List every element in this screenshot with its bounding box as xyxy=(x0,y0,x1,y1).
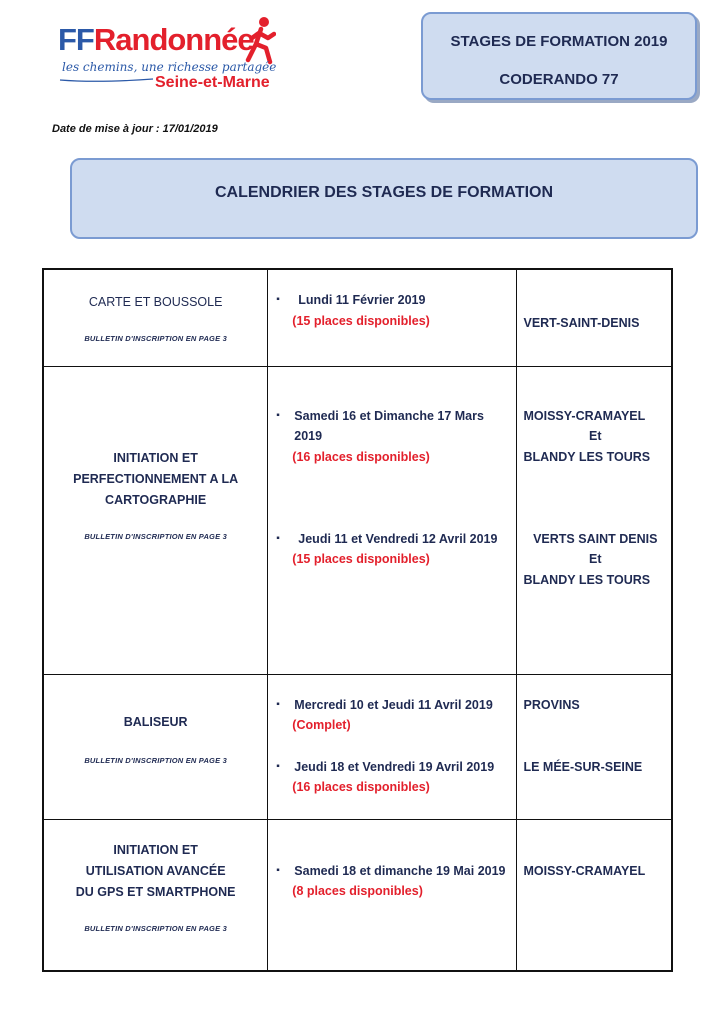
session-date: Jeudi 18 et Vendredi 19 Avril 2019 xyxy=(294,759,495,774)
location-cell xyxy=(517,269,672,366)
stage-name xyxy=(44,840,267,903)
location-line: VERT-SAINT-DENIS xyxy=(523,316,640,330)
location xyxy=(523,529,667,591)
table-row xyxy=(43,819,672,971)
location-line: BLANDY LES TOURS xyxy=(523,449,651,464)
session-places: (15 places disponibles) xyxy=(292,552,430,566)
bullet-icon: ▪ xyxy=(276,294,280,305)
header-title: STAGES DE FORMATION 2019 xyxy=(450,33,668,50)
bulletin-note: BULLETIN D'INSCRIPTION EN PAGE 3 xyxy=(84,755,227,765)
location-line: PROVINS xyxy=(523,697,580,712)
header-subtitle: CODERANDO 77 xyxy=(499,71,619,88)
update-date: Date de mise à jour : 17/01/2019 xyxy=(52,123,218,135)
session xyxy=(276,861,510,902)
session xyxy=(276,529,510,570)
bullet-icon: ▪ xyxy=(276,698,280,710)
location xyxy=(523,406,667,468)
bulletin-note: BULLETIN D'INSCRIPTION EN PAGE 3 xyxy=(84,923,227,933)
session xyxy=(276,757,510,798)
logo-brand-name: Randonnée xyxy=(93,22,254,57)
location xyxy=(523,757,667,778)
bulletin-note: BULLETIN D'INSCRIPTION EN PAGE 3 xyxy=(84,531,227,541)
stage-name-line: PERFECTIONNEMENT A LA xyxy=(73,471,239,486)
logo-tagline: les chemins, une richesse partagée xyxy=(62,60,277,74)
bullet-icon: ▪ xyxy=(276,409,280,421)
session-places: (16 places disponibles) xyxy=(292,449,430,464)
session-date: Samedi 16 et Dimanche 17 Mars xyxy=(294,408,484,423)
table-row xyxy=(43,269,672,366)
dates-cell xyxy=(268,366,517,674)
location xyxy=(523,313,667,334)
stage-name-line: DU GPS ET SMARTPHONE xyxy=(75,884,236,899)
training-calendar-table xyxy=(42,268,673,972)
location xyxy=(523,695,667,716)
page-title: CALENDRIER DES STAGES DE FORMATION xyxy=(214,184,554,201)
location-cell xyxy=(517,366,672,674)
location-line: Et xyxy=(588,552,602,566)
session xyxy=(276,695,510,736)
ffrandonnee-logo xyxy=(58,16,278,96)
stage-name xyxy=(44,712,267,733)
stage-name-line: BALISEUR xyxy=(123,714,188,729)
location-line: VERTS SAINT DENIS xyxy=(533,531,658,546)
location-cell xyxy=(517,674,672,819)
location-line: LE MÉE-SUR-SEINE xyxy=(523,759,643,774)
bullet-icon: ▪ xyxy=(276,532,280,544)
location xyxy=(523,861,667,882)
logo-wordmark xyxy=(58,22,254,58)
session-places: (Complet) xyxy=(292,718,351,732)
stage-name-line: CARTE ET BOUSSOLE xyxy=(88,295,223,309)
bullet-icon: ▪ xyxy=(276,760,280,772)
stage-name-cell xyxy=(43,269,268,366)
stage-name-line: INITIATION ET xyxy=(113,842,198,857)
stage-name-line: UTILISATION AVANCÉE xyxy=(85,863,226,878)
hiker-icon xyxy=(244,16,276,66)
logo-department: Seine-et-Marne xyxy=(155,74,270,91)
dates-cell xyxy=(268,674,517,819)
stage-name xyxy=(44,292,267,313)
session-date-cont: 2019 xyxy=(294,429,323,443)
session-date: Jeudi 11 et Vendredi 12 Avril 2019 xyxy=(298,531,498,546)
table-row xyxy=(43,366,672,674)
location-line: Et xyxy=(588,429,602,443)
session-date: Lundi 11 Février 2019 xyxy=(298,293,426,307)
bulletin-note: BULLETIN D'INSCRIPTION EN PAGE 3 xyxy=(84,334,227,343)
stage-name-line: INITIATION ET xyxy=(113,450,198,465)
session-places: (8 places disponibles) xyxy=(292,884,423,898)
session-date: Mercredi 10 et Jeudi 11 Avril 2019 xyxy=(294,697,493,712)
stage-name-cell xyxy=(43,366,268,674)
session xyxy=(276,406,510,468)
stage-name xyxy=(44,448,267,511)
session-places: (16 places disponibles) xyxy=(292,780,430,794)
session xyxy=(276,290,510,331)
location-line: MOISSY-CRAMAYEL xyxy=(523,408,646,423)
stage-name-line: CARTOGRAPHIE xyxy=(105,492,207,507)
bullet-icon: ▪ xyxy=(276,864,280,876)
header-box xyxy=(421,12,697,100)
dates-cell xyxy=(268,269,517,366)
stage-name-cell xyxy=(43,674,268,819)
session-places: (15 places disponibles) xyxy=(292,313,430,328)
logo-swoosh-icon xyxy=(58,74,158,84)
location-cell xyxy=(517,819,672,971)
table-row xyxy=(43,674,672,819)
location-line: BLANDY LES TOURS xyxy=(523,572,651,587)
title-box xyxy=(70,158,698,239)
dates-cell xyxy=(268,819,517,971)
stage-name-cell xyxy=(43,819,268,971)
session-date: Samedi 18 et dimanche 19 Mai 2019 xyxy=(294,863,506,878)
logo-prefix: FF xyxy=(58,22,94,57)
location-line: MOISSY-CRAMAYEL xyxy=(523,863,646,878)
